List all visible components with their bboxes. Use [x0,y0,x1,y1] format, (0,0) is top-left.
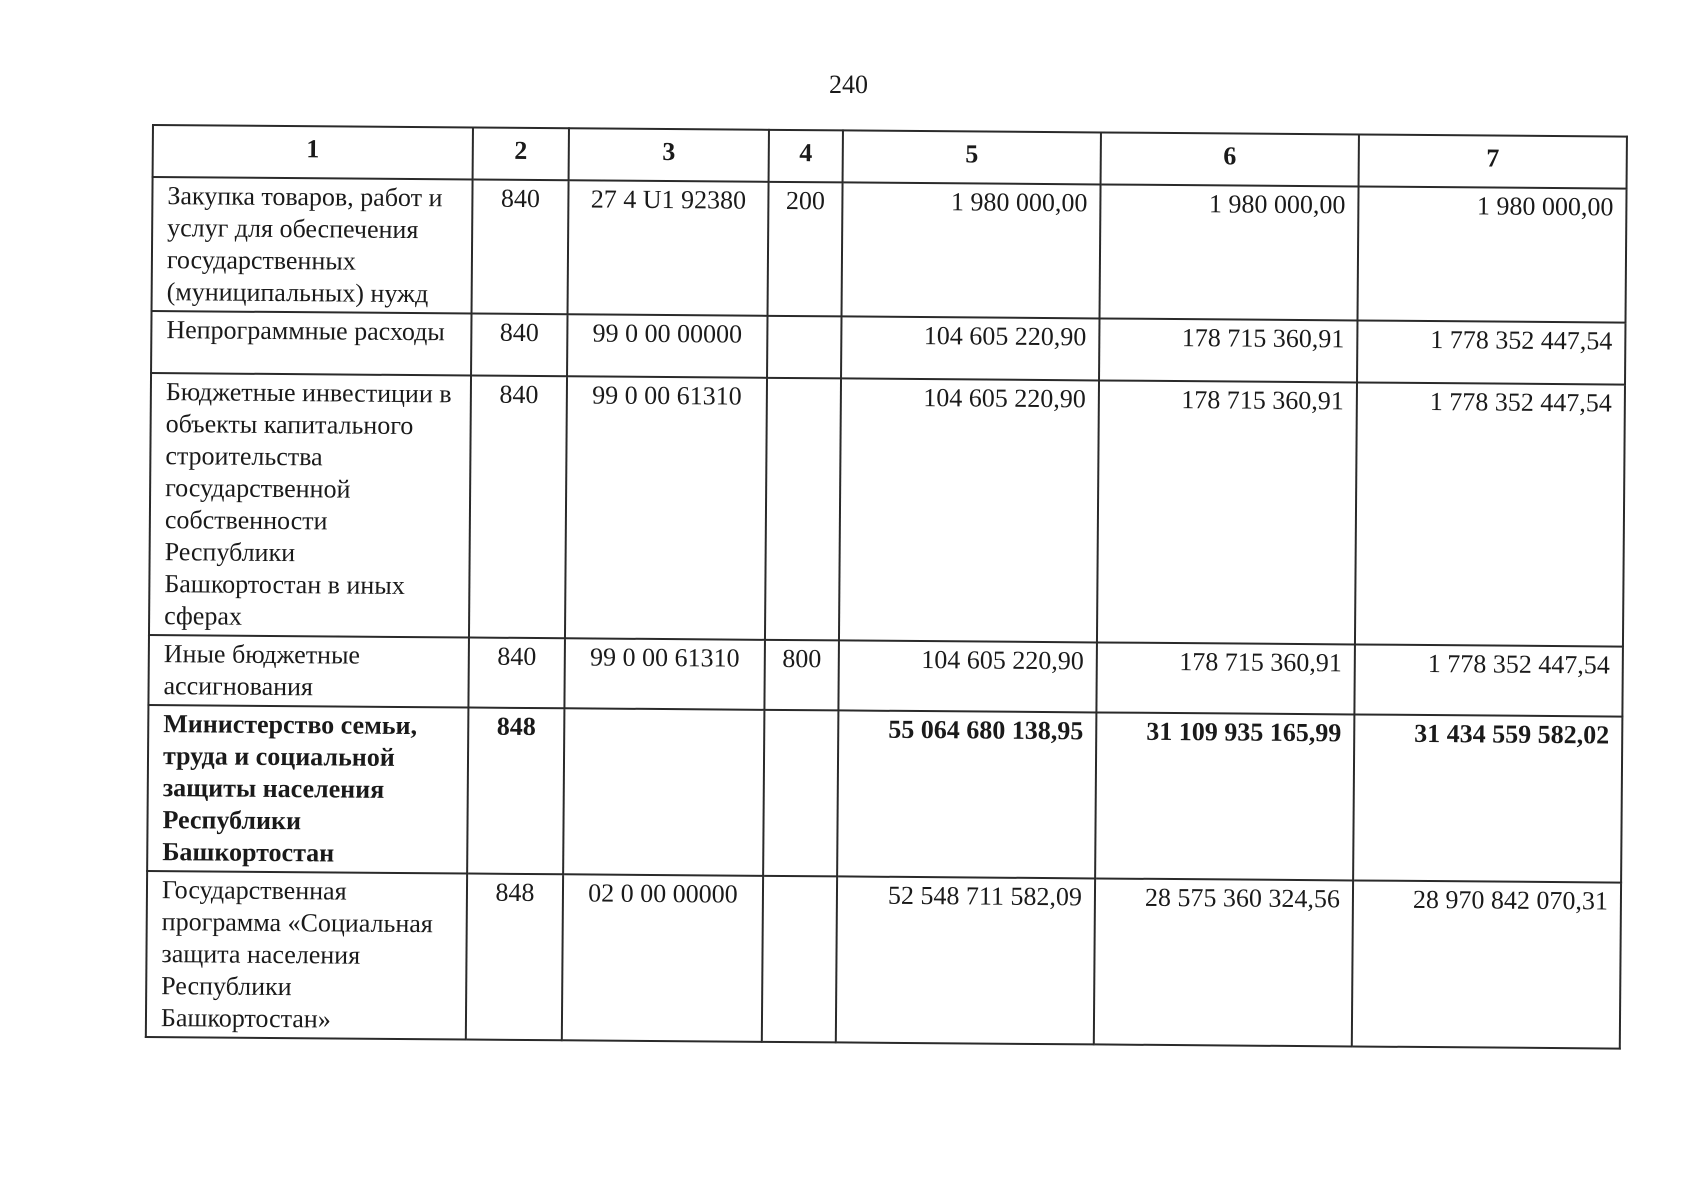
table-row [149,373,1625,647]
row-name: Непрограммные расходы [151,311,471,376]
row-admin-code: 848 [467,708,564,875]
row-target-code: 27 4 U1 92380 [568,180,769,316]
row-admin-code: 840 [471,314,567,377]
row-amount-6: 1 980 000,00 [1100,184,1359,320]
row-amount-7: 1 980 000,00 [1357,186,1626,322]
row-expense-type [763,710,838,877]
row-expense-type [767,316,841,379]
row-expense-type [765,378,841,641]
row-amount-6: 178 715 360,91 [1096,642,1355,714]
row-amount-7: 1 778 352 447,54 [1355,382,1625,646]
row-amount-5: 104 605 220,90 [841,316,1099,380]
row-amount-6: 178 715 360,91 [1099,318,1357,382]
row-name: Министерство семьи, труда и социальной защиты населения Республики Башкортостан [147,705,468,874]
row-expense-type [762,876,837,1043]
row-amount-7: 1 778 352 447,54 [1354,644,1623,716]
row-name: Иные бюджетные ассигнования [148,635,469,708]
row-target-code: 99 0 00 00000 [567,314,767,378]
row-expense-type: 800 [764,640,839,711]
col-header-3: 3 [569,128,769,182]
col-header-7: 7 [1359,134,1627,188]
row-amount-6: 178 715 360,91 [1097,380,1357,644]
table-row [147,705,1622,883]
row-amount-6: 31 109 935 165,99 [1095,712,1354,880]
row-target-code [563,708,764,876]
row-amount-5: 104 605 220,90 [838,640,1097,712]
row-target-code: 99 0 00 61310 [565,376,767,640]
row-admin-code: 840 [469,376,567,639]
row-amount-5: 52 548 711 582,09 [836,876,1095,1044]
table-row [146,871,1621,1049]
row-amount-7: 28 970 842 070,31 [1352,880,1621,1048]
table-row [151,311,1625,385]
budget-table-container [145,124,1626,1050]
table-row [152,177,1627,323]
row-amount-6: 28 575 360 324,56 [1094,878,1353,1046]
row-admin-code: 840 [472,180,569,315]
row-amount-5: 1 980 000,00 [842,182,1101,318]
row-target-code: 99 0 00 61310 [564,638,765,710]
row-amount-7: 31 434 559 582,02 [1353,714,1622,882]
col-header-1: 1 [153,125,473,180]
col-header-5: 5 [843,130,1101,184]
table-row [148,635,1623,717]
col-header-6: 6 [1101,132,1359,186]
col-header-2: 2 [473,128,569,181]
col-header-4: 4 [769,130,843,183]
budget-table [145,124,1628,1050]
row-amount-5: 104 605 220,90 [839,378,1099,642]
row-target-code: 02 0 00 00000 [562,874,763,1042]
row-name: Бюджетные инвестиции в объекты капитального строительства государственной собственности Республики Башкортостан в иных сферах [149,373,471,638]
row-expense-type: 200 [768,182,843,317]
row-name: Государственная программа «Социальная защита населения Республики Башкортостан» [146,871,467,1040]
row-amount-7: 1 778 352 447,54 [1357,320,1625,384]
row-admin-code: 848 [466,873,563,1040]
page-number: 240 [829,70,868,99]
row-admin-code: 840 [468,638,565,709]
row-amount-5: 55 064 680 138,95 [837,710,1096,878]
row-name: Закупка товаров, работ и услуг для обеспечения государственных (муниципальных) нужд [152,177,473,314]
